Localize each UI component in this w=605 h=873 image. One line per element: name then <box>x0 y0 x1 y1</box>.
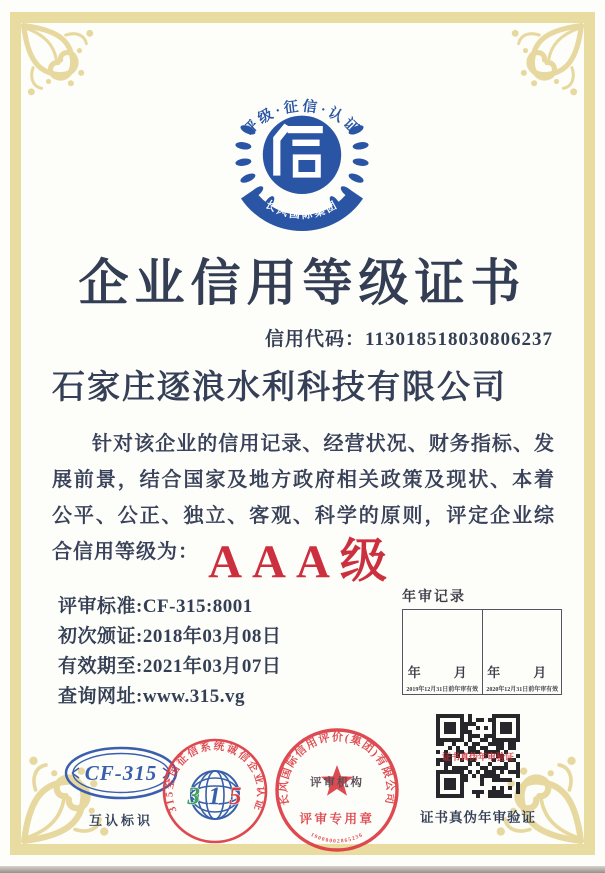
svg-text:19000002865236 <box>310 832 365 845</box>
detail-first-issue-date: 初次颁证:2018年03月08日 <box>58 626 282 647</box>
credit-rating-emblem <box>222 72 382 236</box>
certificate-details <box>58 592 281 712</box>
detail-valid-until-date: 有效期至:2021年03月07日 <box>58 656 282 677</box>
red-approval-seal <box>273 726 401 854</box>
qr-overlay-text: 证书真伪年审验证 <box>441 752 514 762</box>
annual-note-1: 2019年12月31日前年审有效 <box>406 686 479 693</box>
annual-year-month-1: 年 月 <box>407 665 477 680</box>
qr-code <box>436 714 520 798</box>
detail-standard: 评审标准:CF-315:8001 <box>58 596 253 617</box>
qr-caption: 证书真伪年审验证 <box>420 810 536 825</box>
credit-rating-value: AAA级 <box>208 536 397 588</box>
red-seal-center-text: 评审专用章 <box>299 812 375 826</box>
seal-315-number: 3 1 5 <box>187 783 243 810</box>
seal-315-arc-text: 315全国征信系统诚信企业认证 <box>164 741 266 814</box>
emblem-arc-top-text: 评级·征信·认证 <box>240 98 364 140</box>
scan-edge-shadow <box>0 866 605 873</box>
seal-315-icon <box>162 738 268 844</box>
annual-year-month-2: 年 月 <box>487 665 557 680</box>
corner-flourish-top-left <box>21 23 107 109</box>
emblem-arc-bottom-text: 长风国际集团 <box>263 198 341 222</box>
red-seal-serial-number: 19000002865236 <box>309 831 365 845</box>
rating-agency-label: 评审机构 <box>310 777 364 789</box>
annual-note-2: 2020年12月31日前年审有效 <box>485 686 558 693</box>
certificate-title: 企业信用等级证书 <box>78 255 527 311</box>
credit-code: 信用代码：113018518030806237 <box>265 329 553 350</box>
corner-flourish-top-right <box>498 23 584 109</box>
annual-review-section <box>402 586 562 695</box>
annual-review-title: 年审记录 <box>402 590 466 605</box>
red-seal-company-arc-text: 长风国际信用评价(集团)有限公司 <box>277 731 397 807</box>
annual-review-cell-2 <box>483 610 562 694</box>
mutual-recognition-label: 互认标识 <box>88 813 153 828</box>
certificate-body-text: 针对该企业的信用记录、经营状况、财务指标、发展前景，结合国家及地方政府相关政策及现状、本着公平、公正、独立、客观、科学的原则，评定企业综合信用等级为： <box>52 433 555 563</box>
annual-review-cell-1 <box>403 610 483 694</box>
company-name: 石家庄逐浪水利科技有限公司 <box>52 368 507 405</box>
detail-query-website: 查询网址:www.315.vg <box>58 686 245 707</box>
cf315-badge-text: CF-315 <box>84 761 158 785</box>
annual-review-box <box>402 609 562 695</box>
